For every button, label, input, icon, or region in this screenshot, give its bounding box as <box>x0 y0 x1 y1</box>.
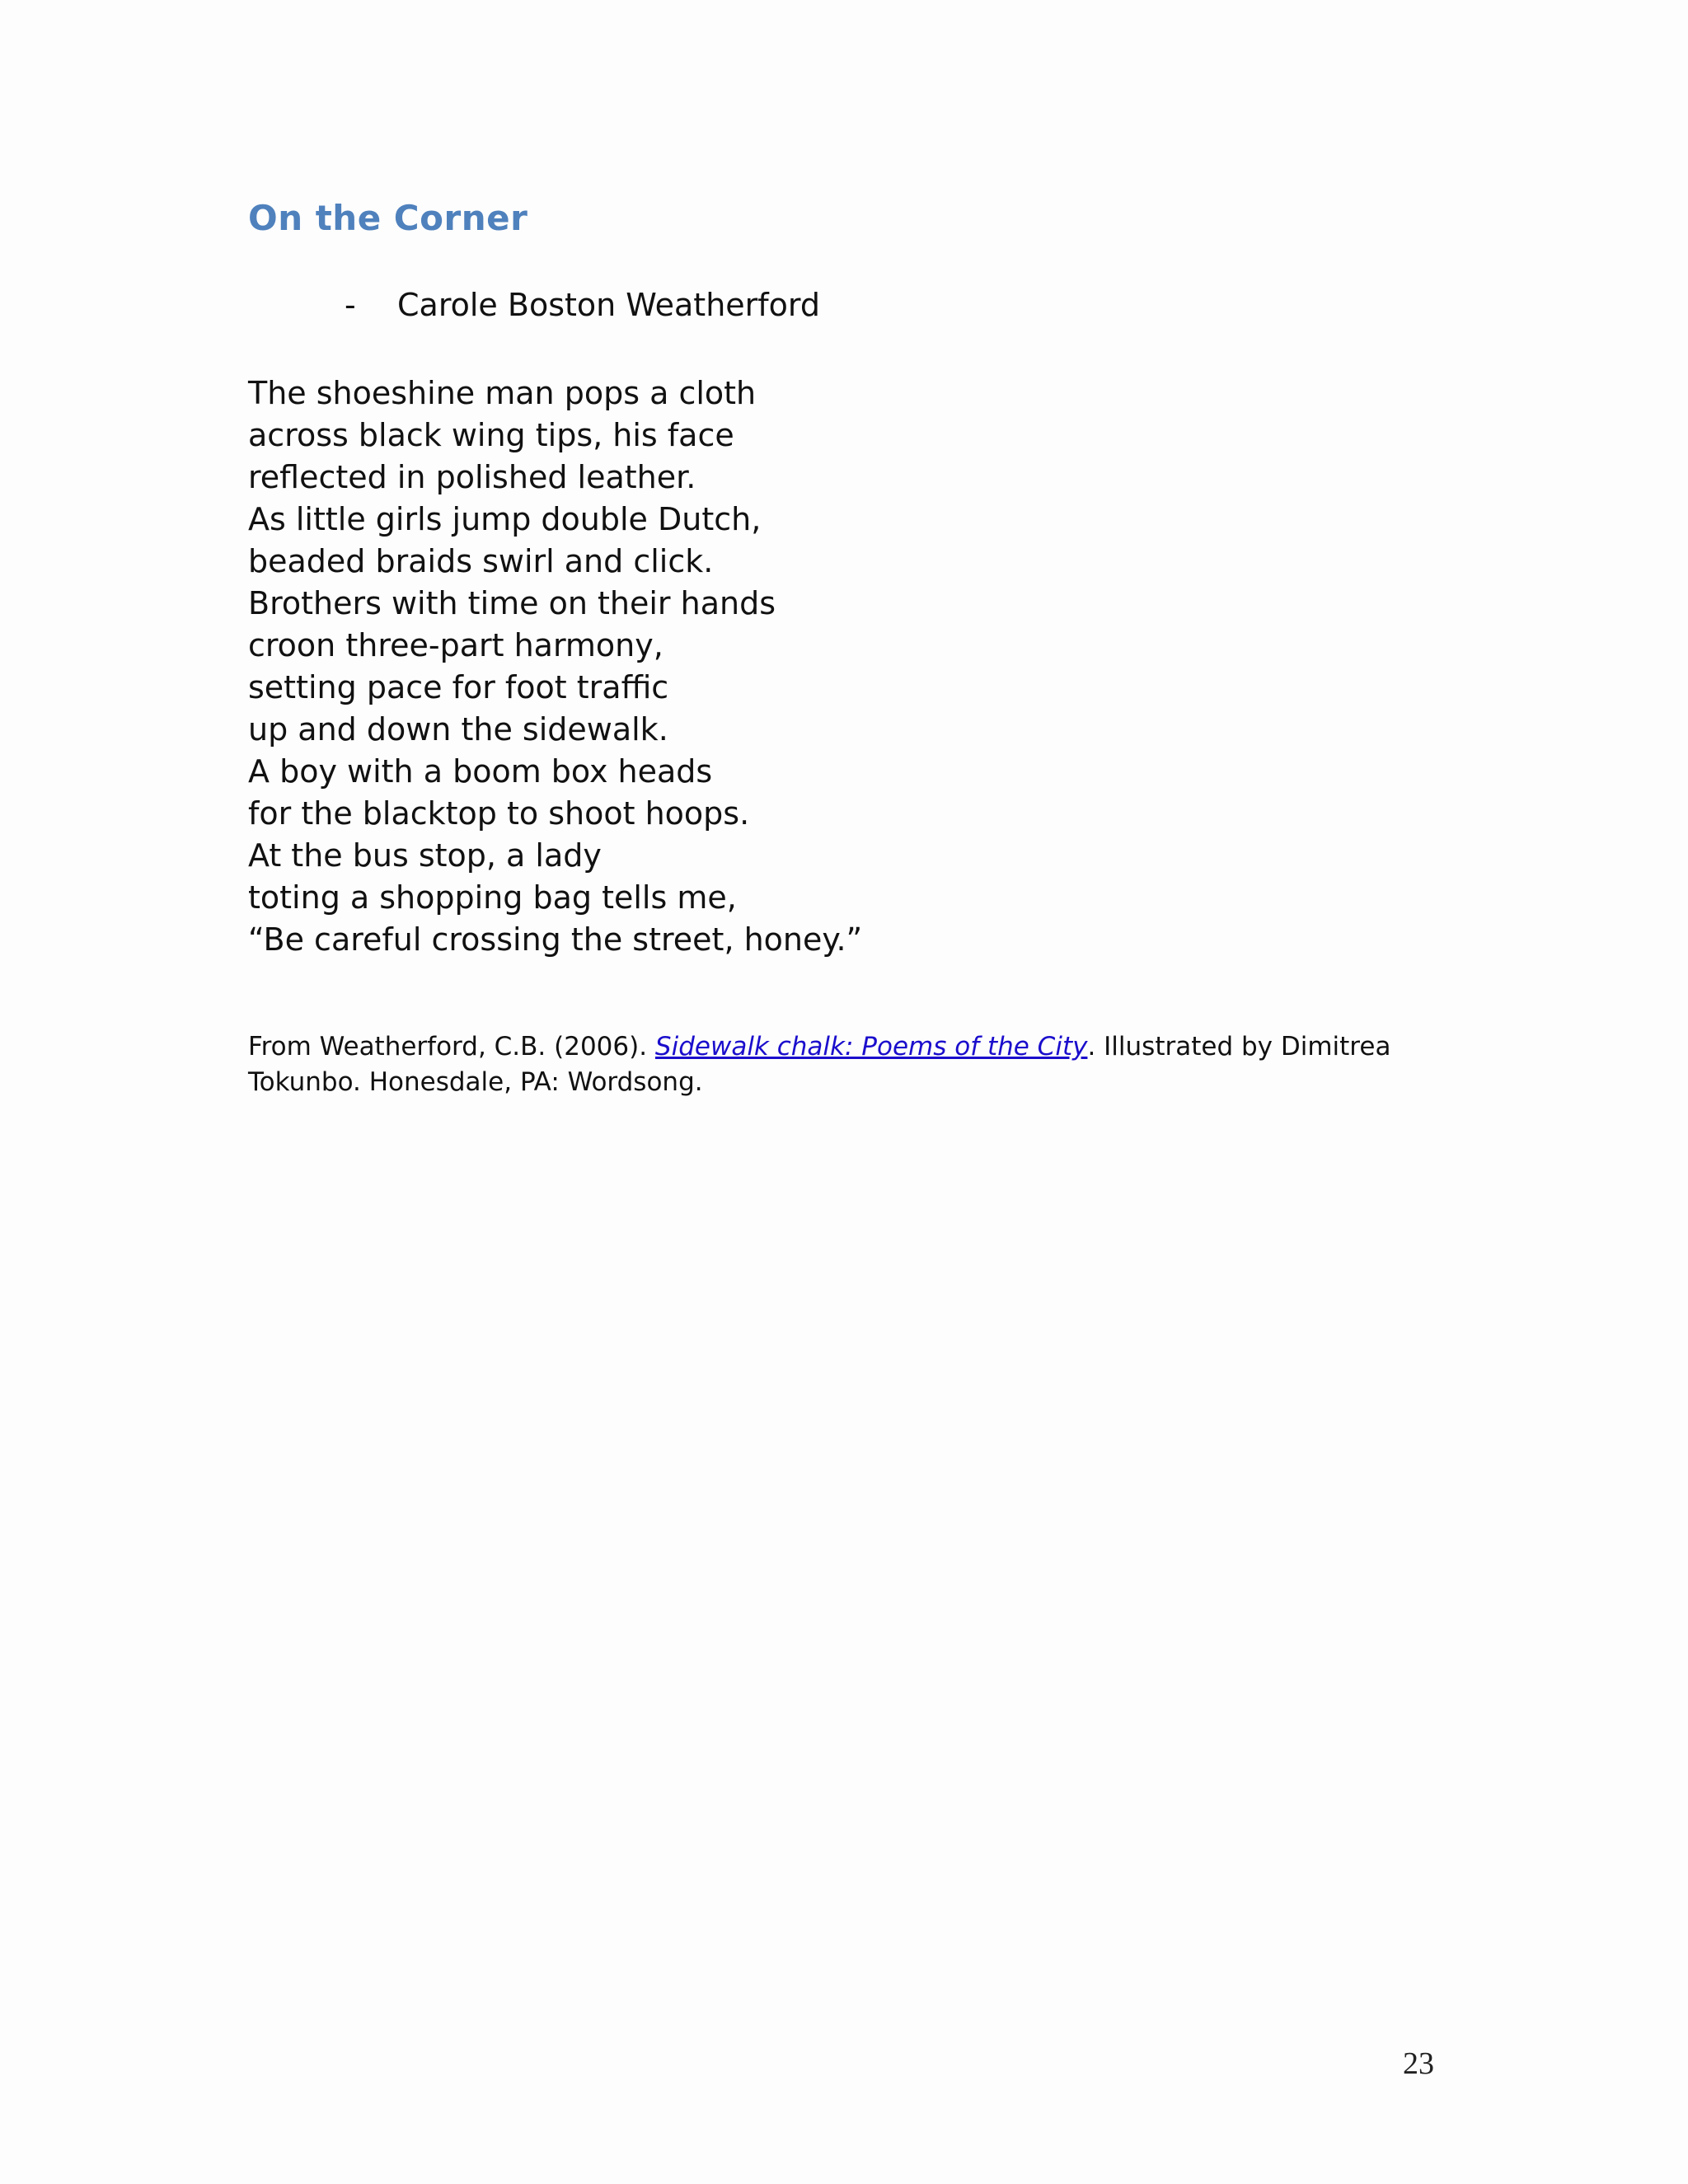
poem-title: On the Corner <box>248 198 528 238</box>
poem-line: A boy with a boom box heads <box>248 753 713 790</box>
poem-line: croon three-part harmony, <box>248 627 663 663</box>
poem-line: reflected in polished leather. <box>248 459 696 495</box>
author-line <box>345 287 820 323</box>
poem-line: As little girls jump double Dutch, <box>248 501 762 537</box>
author-name: Carole Boston Weatherford <box>397 287 820 323</box>
book-title-link[interactable]: Sidewalk chalk: Poems of the City <box>654 1032 1088 1062</box>
citation-suffix: . Illustrated by Dimitrea Tokunbo. Honesdale, PA: Wordsong. <box>248 1032 1391 1097</box>
poem-line: “Be careful crossing the street, honey.” <box>248 921 863 958</box>
citation-prefix: From Weatherford, C.B. (2006). <box>248 1032 655 1062</box>
poem-line: Brothers with time on their hands <box>248 585 776 621</box>
poem-line: across black wing tips, his face <box>248 417 734 453</box>
page-number: 23 <box>1403 2046 1434 2081</box>
poem-body <box>248 373 862 961</box>
author-dash: - <box>345 287 356 323</box>
poem-line: up and down the sidewalk. <box>248 711 668 748</box>
poem-line: for the blacktop to shoot hoops. <box>248 795 750 832</box>
poem-line: The shoeshine man pops a cloth <box>248 375 757 411</box>
poem-line: beaded braids swirl and click. <box>248 543 714 579</box>
poem-line: toting a shopping bag tells me, <box>248 879 737 916</box>
poem-line: At the bus stop, a lady <box>248 837 602 874</box>
poem-line: setting pace for foot traffic <box>248 669 669 705</box>
citation <box>248 1029 1435 1100</box>
